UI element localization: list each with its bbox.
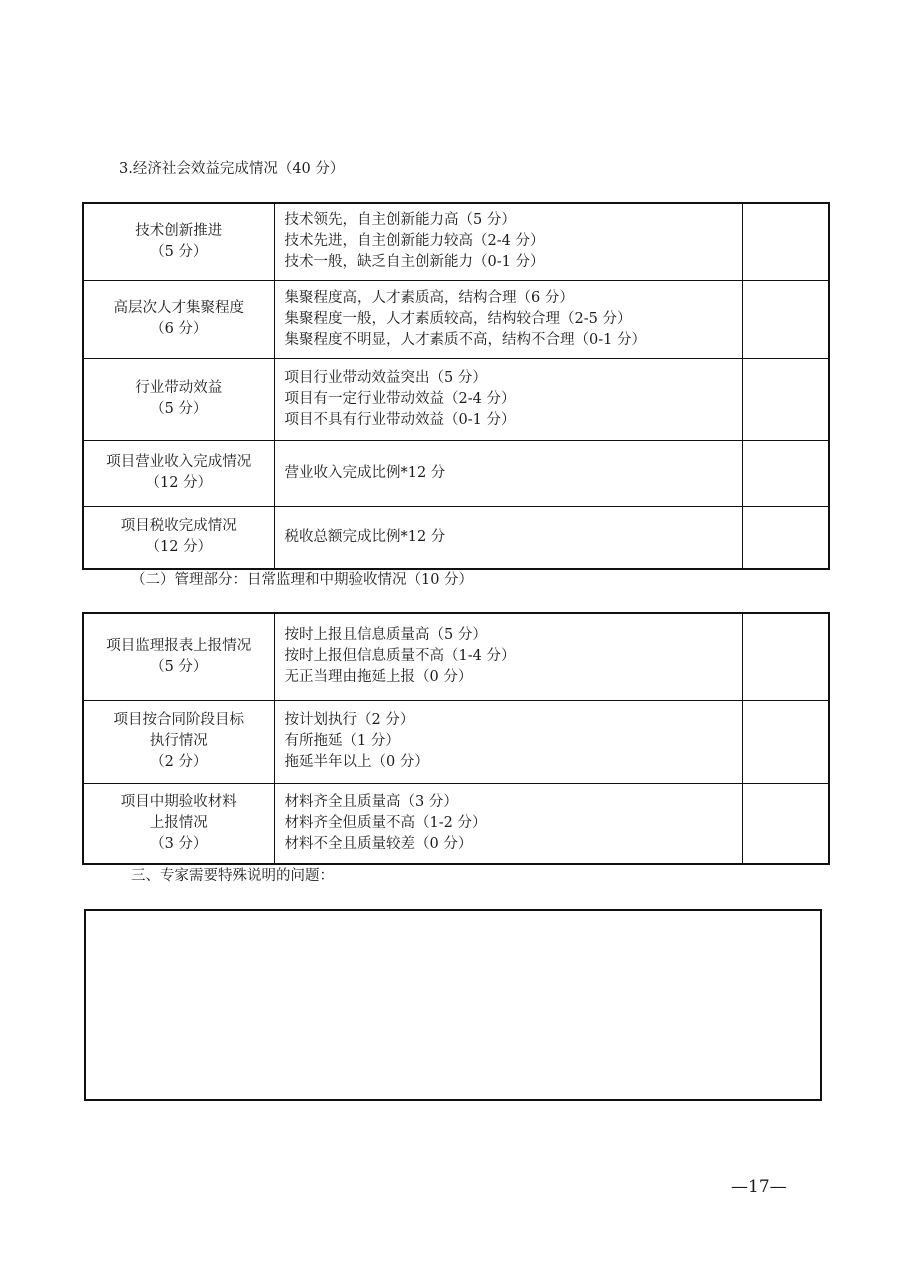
item-points: （6 分） [150,321,208,337]
item-name: 项目税收完成情况 [120,518,237,535]
table-row [83,700,829,783]
score-cell[interactable] [742,783,829,864]
criterion-line: 材料齐全但质量不高（1-2 分） [284,814,487,831]
criterion-line: 集聚程度不明显，人才素质不高，结构不合理（0-1 分） [284,331,646,348]
criterion-line: 拖延半年以上（0 分） [284,754,429,770]
criterion-line: 税收总额完成比例*12 分 [284,528,446,545]
item-name: 行业带动效益 [135,380,223,396]
page-number: —17— [731,1177,787,1197]
item-cell [83,358,274,440]
score-cell[interactable] [742,280,829,358]
item-points: （12 分） [145,539,213,556]
item-name: 项目营业收入完成情况 [106,454,252,470]
criteria-cell [274,280,742,358]
item-name-cont: 执行情况 [149,733,208,749]
criteria-cell [274,783,742,864]
item-name: 技术创新推进 [135,222,223,239]
expert-notes-box[interactable] [84,909,822,1101]
criterion-line: 集聚程度一般，人才素质较高，结构较合理（2-5 分） [284,310,632,327]
criterion-line: 集聚程度高，人才素质高，结构合理（6 分） [284,289,574,306]
item-name: 项目监理报表上报情况 [106,637,252,654]
table-row [83,280,829,358]
criterion-line: 技术一般，缺乏自主创新能力（0-1 分） [284,254,545,271]
table-row [83,203,829,280]
criterion-line: 技术先进，自主创新能力较高（2-4 分） [284,233,545,250]
criterion-line: 按计划执行（2 分） [284,712,415,728]
table-row [83,613,829,700]
score-cell[interactable] [742,613,829,700]
item-cell [83,700,274,783]
item-name-cont: 上报情况 [149,814,208,831]
criterion-line: 项目不具有行业带动效益（0-1 分） [284,411,516,428]
item-name: 项目中期验收材料 [120,793,237,810]
criterion-line: 材料齐全且质量高（3 分） [284,793,458,810]
criteria-cell [274,506,742,569]
item-points: （5 分） [150,243,208,260]
item-cell [83,506,274,569]
item-cell [83,613,274,700]
criteria-cell [274,358,742,440]
table-row [83,440,829,506]
score-cell[interactable] [742,358,829,440]
item-cell [83,440,274,506]
criterion-line: 技术领先，自主创新能力高（5 分） [284,212,516,229]
item-points: （3 分） [150,835,208,852]
criteria-cell [274,440,742,506]
item-cell [83,783,274,864]
item-points: （12 分） [145,475,213,491]
table-row [83,506,829,569]
table-row [83,358,829,440]
item-points: （5 分） [150,401,208,417]
criterion-line: 按时上报且信息质量高（5 分） [284,627,487,644]
item-points: （5 分） [150,658,208,675]
criterion-line: 营业收入完成比例*12 分 [284,464,446,481]
management-section-title: （二）管理部分：日常监理和中期验收情况（10 分） [131,572,474,588]
table-row [83,783,829,864]
criterion-line: 按时上报但信息质量不高（1-4 分） [284,648,516,665]
item-points: （2 分） [150,754,208,770]
item-cell [83,203,274,280]
management-table [82,612,830,865]
economic-benefit-table [82,202,830,570]
score-cell[interactable] [742,203,829,280]
criterion-line: 项目有一定行业带动效益（2-4 分） [284,390,516,407]
criteria-cell [274,203,742,280]
section3-title: 3.经济社会效益完成情况（40 分） [119,161,345,177]
criteria-cell [274,700,742,783]
score-cell[interactable] [742,700,829,783]
criteria-cell [274,613,742,700]
item-name: 高层次人才集聚程度 [113,300,244,316]
criterion-line: 无正当理由拖延上报（0 分） [284,669,473,686]
criterion-line: 项目行业带动效益突出（5 分） [284,369,487,386]
criterion-line: 有所拖延（1 分） [284,733,400,749]
expert-notes-title: 三、专家需要特殊说明的问题： [131,868,334,884]
score-cell[interactable] [742,506,829,569]
score-cell[interactable] [742,440,829,506]
item-name: 项目按合同阶段目标 [113,712,244,728]
item-cell [83,280,274,358]
criterion-line: 材料不全且质量较差（0 分） [284,835,473,852]
